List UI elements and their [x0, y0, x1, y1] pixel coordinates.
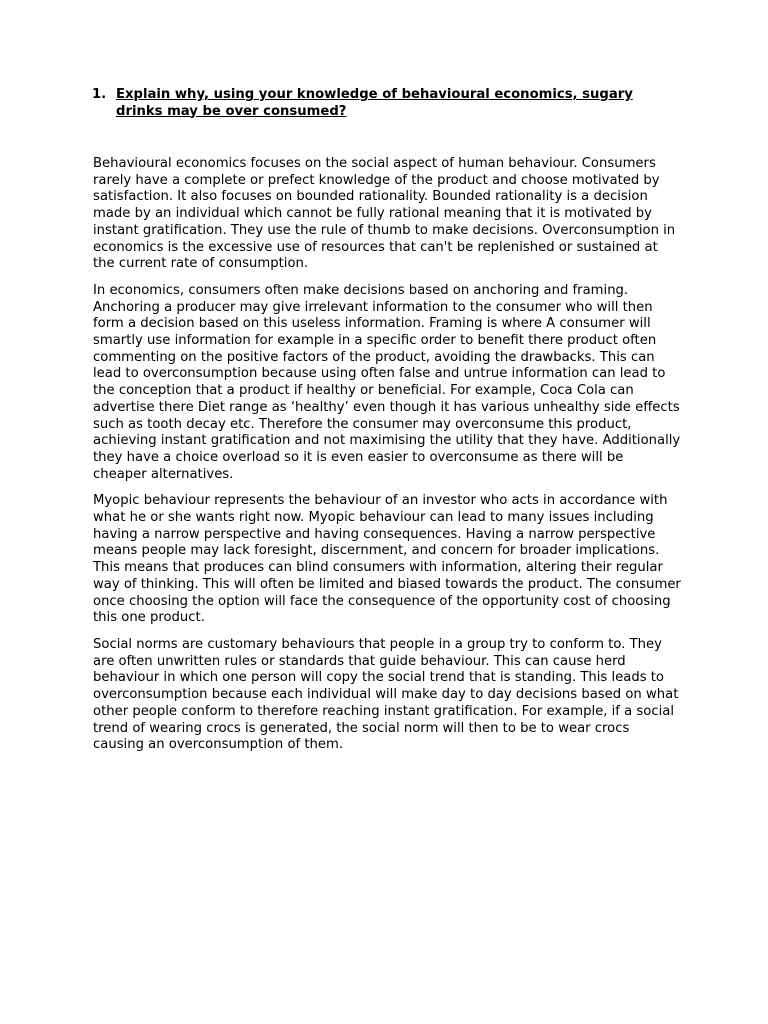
- paragraph-myopic-behaviour: Myopic behaviour represents the behaviour of an investor who acts in accordance with what he or she wants right now. Myopic behaviour can lead to many issues including having a narrow perspective and having consequences. Having a narrow perspective means people may lack foresight, discernment, and concern for broader implications. This means that produces can blind consumers with information, altering their regular way of thinking. This will often be limited and biased towards the product. The consumer once choosing the option will face the consequence of the opportunity cost of choosing this one product.: [93, 493, 681, 626]
- answer-body: [93, 156, 681, 764]
- paragraph-anchoring-framing: In economics, consumers often make decisions based on anchoring and framing. Anchoring a producer may give irrelevant information to the consumer who will then form a decision based on this useless information. Framing is where A consumer will smartly use information for example in a specific order to benefit there product often commenting on the positive factors of the product, avoiding the drawbacks. This can lead to overconsumption because using often false and untrue information can lead to the conception that a product if healthy or beneficial. For example, Coca Cola can advertise there Diet range as ‘healthy’ even though it has various unhealthy side effects such as tooth decay etc. Therefore the consumer may overconsume this product, achieving instant gratification and not maximising the utility that they have. Additionally they have a choice overload so it is even easier to overconsume as there will be cheaper alternatives.: [93, 282, 681, 482]
- question-text: Explain why, using your knowledge of behavioural economics, sugary drinks may be over consumed?: [116, 87, 633, 119]
- paragraph-behavioural-economics: Behavioural economics focuses on the social aspect of human behaviour. Consumers rarely have a complete or prefect knowledge of the product and choose motivated by satisfaction. It also focuses on bounded rationality. Bounded rationality is a decision made by an individual which cannot be fully rational meaning that it is motivated by instant gratification. They use the rule of thumb to make decisions. Overconsumption in economics is the excessive use of resources that can't be replenished or sustained at the current rate of consumption.: [93, 156, 676, 272]
- question-heading: [92, 87, 682, 120]
- paragraph-social-norms: Social norms are customary behaviours that people in a group try to conform to. They are often unwritten rules or standards that guide behaviour. This can cause herd behaviour in which one person will copy the social trend that is standing. This leads to overconsumption because each individual will make day to day decisions based on what other people conform to therefore reaching instant gratification. For example, if a social trend of wearing crocs is generated, the social norm will then to be to wear crocs causing an overconsumption of them.: [93, 636, 679, 753]
- question-number: 1.: [92, 87, 107, 102]
